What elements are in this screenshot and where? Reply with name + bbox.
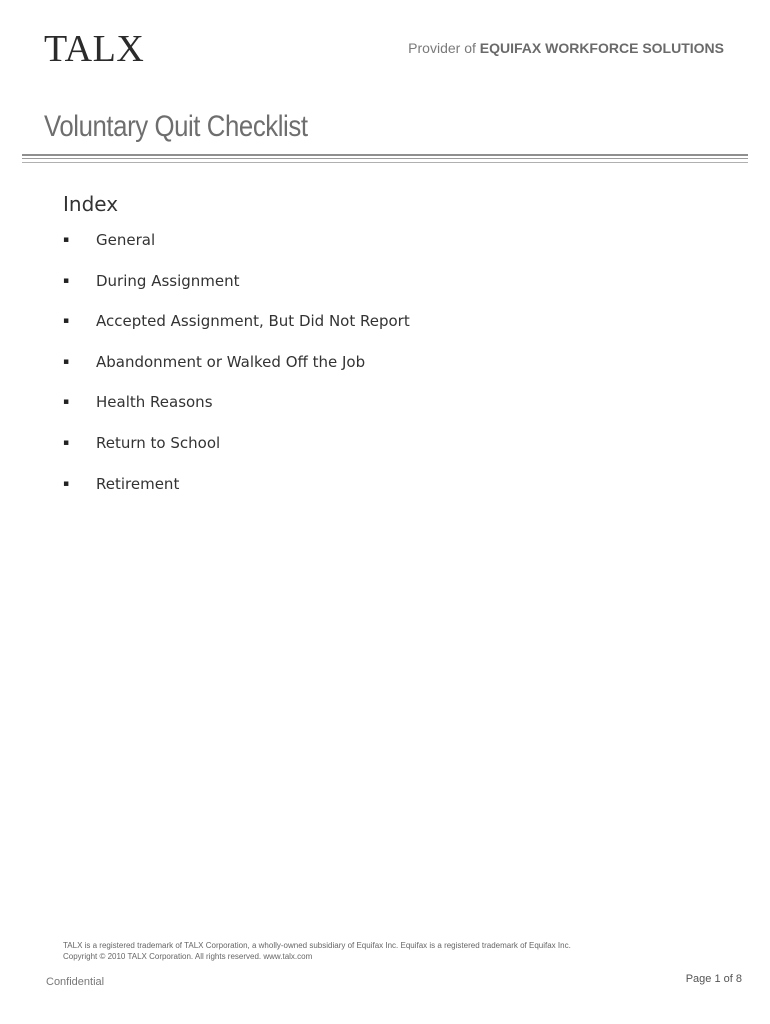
talx-logo: TALX [44,28,145,70]
copyright-line: Copyright © 2010 TALX Corporation. All rights reserved. www.talx.com [63,952,313,961]
index-item-label: Retirement [96,474,180,493]
index-item-return-to-school[interactable] [63,433,410,474]
bullet-icon: ▪ [63,478,70,489]
bullet-icon: ▪ [63,275,70,286]
legal-notice [63,940,571,962]
title-rule-top [22,154,748,156]
trademark-line: TALX is a registered trademark of TALX Corporation, a wholly-owned subsidiary of Equifax Inc. Equifax is a registered trademark of Equifax Inc. [63,941,571,950]
provider-tagline [408,40,724,56]
index-item-abandonment[interactable] [63,352,410,393]
confidential-label: Confidential [46,976,105,988]
title-rule-middle [22,158,748,159]
provider-name: EQUIFAX WORKFORCE SOLUTIONS [479,40,724,56]
index-item-label: During Assignment [96,271,240,290]
provider-prefix: Provider of [408,40,476,56]
index-list [63,230,410,514]
index-item-accepted-assignment[interactable] [63,311,410,352]
index-item-label: Accepted Assignment, But Did Not Report [96,312,410,331]
bullet-icon: ▪ [63,397,70,408]
bullet-icon: ▪ [63,316,70,327]
index-heading: Index [63,192,119,216]
title-rule-bottom [22,162,748,163]
index-item-label: General [96,231,156,249]
index-item-during-assignment[interactable] [63,271,410,312]
bullet-icon: ▪ [63,356,70,367]
bullet-icon: ▪ [63,235,70,245]
bullet-icon: ▪ [63,437,70,448]
index-item-label: Return to School [96,433,221,452]
page-number: Page 1 of 8 [685,973,742,985]
document-title: Voluntary Quit Checklist [44,110,308,143]
index-item-retirement[interactable] [63,474,410,515]
index-item-label: Health Reasons [96,393,213,412]
index-item-label: Abandonment or Walked Off the Job [96,352,366,371]
index-item-general[interactable] [63,230,410,271]
index-item-health-reasons[interactable] [63,392,410,433]
